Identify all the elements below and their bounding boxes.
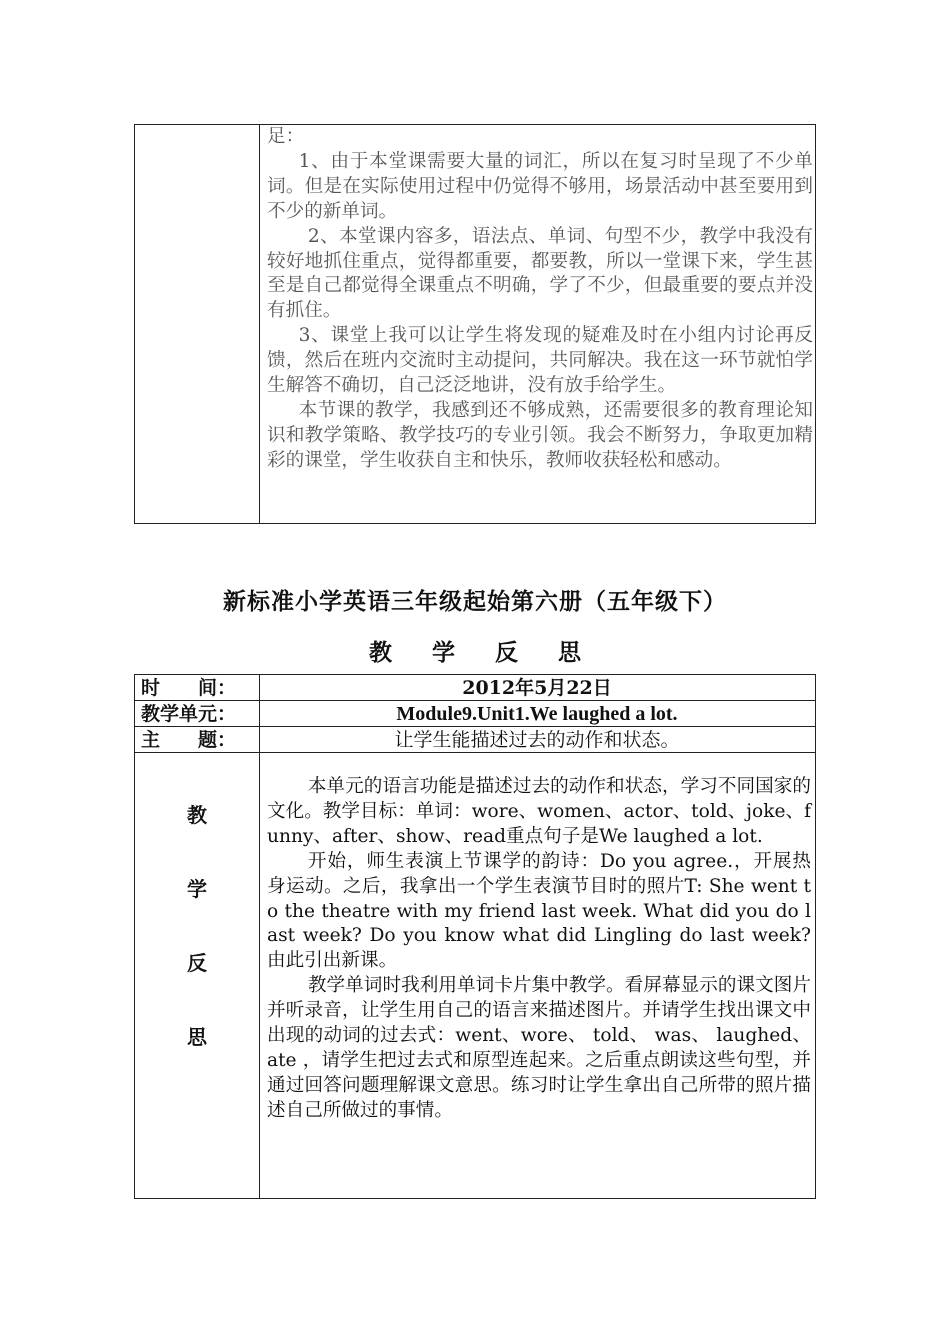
- vertical-label-char: 学: [187, 877, 207, 901]
- document-subtitle: [0, 634, 950, 667]
- vertical-label-char: 反: [187, 951, 207, 975]
- vertical-label-char: 教: [187, 803, 207, 827]
- vertical-label-char: 思: [187, 1025, 207, 1049]
- paragraph: 教学单词时我利用单词卡片集中教学。看屏幕显示的课文图片并听录音，让学生用自己的语言来描述图片。并请学生找出课文中出现的动词的过去式：went、wore、 told、 was、 laughed、 ate ，请学生把过去式和原型连起来。之后重点朗读这些句型，并通过回答问题理解课文意思。练习时让学生拿出自己所带的照片描述自己所做过的事情。: [267, 975, 811, 1121]
- paragraph: 2、本堂课内容多，语法点、单词、句型不少，教学中我没有较好地抓住重点，觉得都重要，都要教，所以一堂课下来，学生甚至是自己都觉得全课重点不明确，学了不少，但最重要的要点并没有抓住。: [267, 225, 813, 322]
- paragraph: 开始，师生表演上节课学的韵诗：Do you agree.，开展热身运动。之后，我拿出一个学生表演节目时的照片T: She went to the theatre with my friend last week. What did you do last week? Do you know what did Lingling do last week? 由此引出新课。: [267, 850, 811, 972]
- reflection-continuation-table: [134, 124, 816, 524]
- paragraph: 本节课的教学，我感到还不够成熟，还需要很多的教育理论知识和教学策略、教学技巧的专业引领。我会不断努力，争取更加精彩的课堂，学生收获自主和快乐，教师收获轻松和感动。: [267, 399, 813, 471]
- time-label: 时 间：: [141, 677, 237, 699]
- topic-value: 让学生能描述过去的动作和状态。: [394, 729, 680, 751]
- unit-value: Module9.Unit1.We laughed a lot.: [396, 703, 678, 725]
- subtitle-char: 反: [495, 639, 518, 666]
- row-divider: [135, 726, 815, 727]
- paragraph: 3、课堂上我可以让学生将发现的疑难及时在小组内讨论再反馈，然后在班内交流时主动提问，共同解决。我在这一环节就怕学生解答不确切，自己泛泛地讲，没有放手给学生。: [267, 325, 813, 397]
- topic-label: 主 题：: [141, 729, 237, 751]
- paragraph: 足：: [267, 126, 305, 147]
- document-title: 新标准小学英语三年级起始第六册（五年级下）: [223, 588, 727, 615]
- row-divider: [135, 700, 815, 701]
- paragraph: 1、由于本堂课需要大量的词汇，所以在复习时呈现了不少单词。但是在实际使用过程中仍觉得不够用，场景活动中甚至要用到不少的新单词。: [267, 150, 813, 222]
- subtitle-char: 教: [369, 639, 392, 666]
- subtitle-char: 学: [432, 639, 455, 666]
- teaching-reflection-table: [134, 674, 816, 1199]
- subtitle-char: 思: [558, 639, 581, 666]
- row-divider: [135, 752, 815, 753]
- column-divider: [259, 675, 260, 1198]
- column-divider: [259, 125, 260, 523]
- time-value: 2012年5月22日: [462, 677, 612, 699]
- reflection-continuation-text: [267, 125, 813, 474]
- paragraph: 本单元的语言功能是描述过去的动作和状态，学习不同国家的文化。教学目标：单词：wore、women、actor、told、joke、funny、after、show、read重点句子是We laughed a lot.: [267, 776, 811, 847]
- reflection-body: [267, 775, 811, 1124]
- unit-label: 教学单元：: [141, 703, 237, 725]
